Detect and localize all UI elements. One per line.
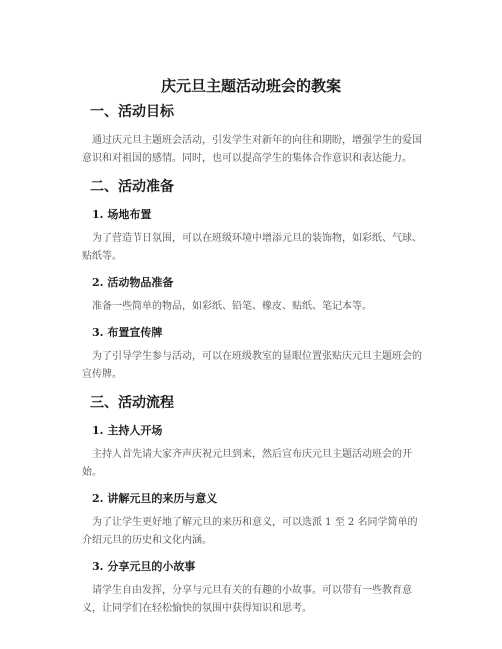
subheading-stories: 3. 分享元旦的小故事: [92, 560, 196, 573]
subheading-host-opening: 1. 主持人开场: [92, 424, 163, 437]
paragraph-venue: 为了营造节日氛围，可以在班级环境中增添元旦的装饰物，如彩纸、气球、贴纸等。: [82, 233, 422, 262]
paragraph-stories: 请学生自由发挥，分享与元旦有关的有趣的小故事。可以带有一些教育意义，让同学们在轻松愉快的氛围中获得知识和思考。: [82, 585, 412, 614]
paragraph-materials: 准备一些简单的物品，如彩纸、铅笔、橡皮、贴纸、笔记本等。: [92, 301, 372, 312]
section-goals-paragraph: 通过庆元旦主题班会活动，引发学生对新年的向往和期盼，增强学生的爱国意识和对祖国的感情。同时，也可以提高学生的集体合作意识和表达能力。: [82, 135, 422, 164]
paragraph-history: 为了让学生更好地了解元旦的来历和意义，可以选派 1 至 2 名同学简单的介绍元旦的历史和文化内涵。: [82, 517, 418, 546]
subheading-venue: 1. 场地布置: [92, 208, 152, 221]
subheading-poster: 3. 布置宣传牌: [92, 326, 163, 339]
section-heading-preparation: 二、活动准备: [90, 179, 174, 195]
subheading-materials: 2. 活动物品准备: [92, 276, 174, 289]
section-heading-goals: 一、活动目标: [90, 104, 174, 120]
document-title: 庆元旦主题活动班会的教案: [160, 77, 341, 95]
section-heading-process: 三、活动流程: [90, 395, 174, 411]
paragraph-host-opening: 主持人首先请大家齐声庆祝元旦到来，然后宣布庆元旦主题活动班会的开始。: [82, 449, 412, 478]
paragraph-poster: 为了引导学生参与活动，可以在班级教室的显眼位置张贴庆元旦主题班会的宣传牌。: [82, 351, 422, 380]
subheading-history: 2. 讲解元旦的来历与意义: [92, 492, 218, 505]
